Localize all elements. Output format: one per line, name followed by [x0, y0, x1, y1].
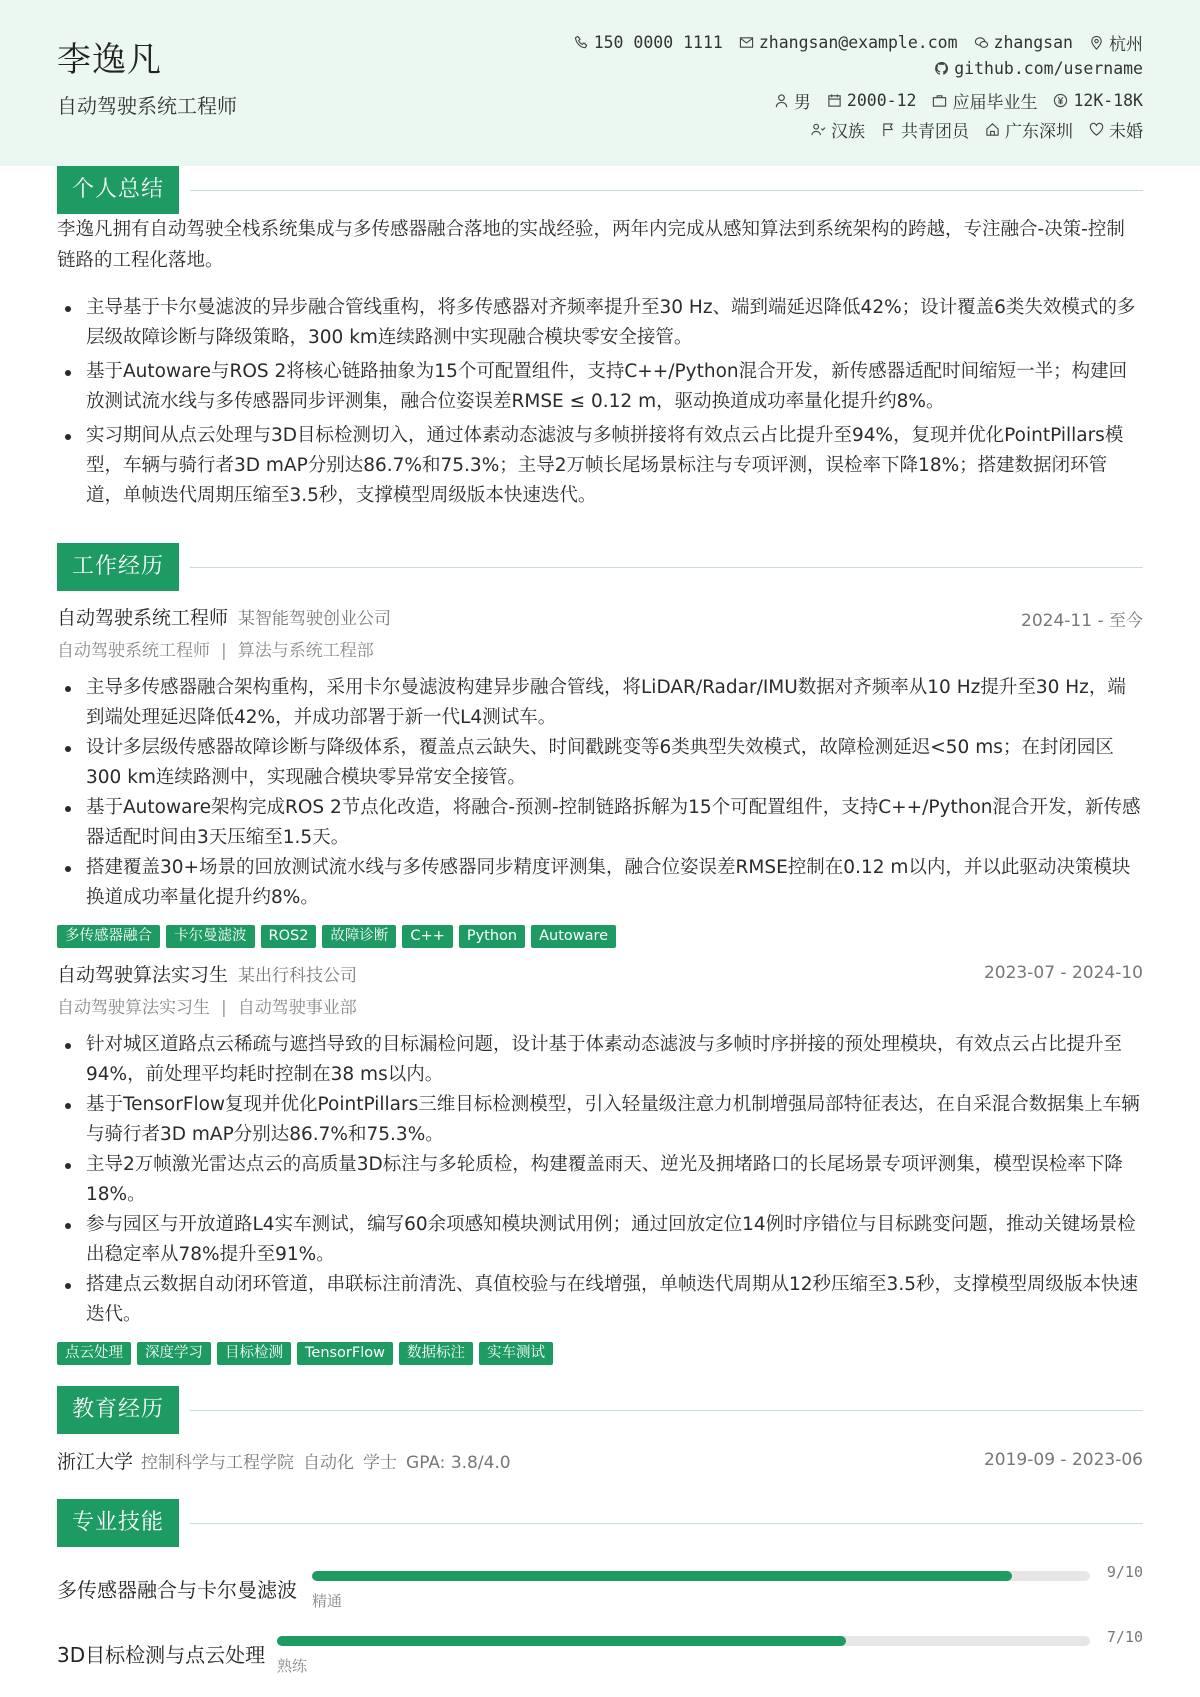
- skill-score: 7/10: [1106, 1628, 1143, 1646]
- skills-heading: 专业技能: [57, 1499, 179, 1547]
- location-icon: [1089, 35, 1104, 50]
- job-date: 2023-07 - 2024-10: [983, 963, 1143, 983]
- status-text: 应届毕业生: [952, 93, 1038, 113]
- phone-item[interactable]: [574, 33, 723, 52]
- status-item: [932, 88, 1037, 113]
- job-bullet: 搭建覆盖30+场景的回放测试流水线与多传感器同步精度评测集，融合位姿误差RMSE控制在0.12 m以内，并以此驱动决策模块换道成功率量化提升约8%。: [57, 853, 1143, 913]
- job-bullet: 参与园区与开放道路L4实车测试，编写60余项感知模块测试用例；通过回放定位14例时序错位与目标跳变问题，推动关键场景检出稳定率从78%提升至91%。: [57, 1210, 1143, 1270]
- section-divider: [190, 1410, 1143, 1411]
- degree-name: 学士: [363, 1453, 398, 1473]
- skill-item: [57, 1625, 1143, 1685]
- summary-section: [57, 166, 1143, 506]
- salary-item: [1053, 91, 1143, 110]
- job-title: 自动驾驶系统工程师: [57, 607, 229, 629]
- gender-item: [774, 88, 811, 113]
- job-company: 某智能驾驶创业公司: [238, 609, 392, 629]
- skill-tag: ROS2: [261, 925, 317, 948]
- college-name: 控制科学与工程学院: [141, 1453, 295, 1473]
- salary-text: 12K-18K: [1073, 91, 1143, 110]
- job-dept: 自动驾驶事业部: [237, 998, 357, 1018]
- summary-bullets: [57, 293, 1143, 511]
- summary-bullet: 实习期间从点云处理与3D目标检测切入，通过体素动态滤波与多帧拼接将有效点云占比提升至94%，复现并优化PointPillars模型，车辆与骑行者3D mAP分别达86.7%和75.3%；主导2万帧长尾场景标注与专项评测，误检率下降18%；搭建数据闭环管道，单帧迭代周期压缩至3.5秒，支撑模型周级版本快速迭代。: [57, 421, 1143, 511]
- job-bullet: 基于TensorFlow复现并优化PointPillars三维目标检测模型，引入轻量级注意力机制增强局部特征表达，在自采混合数据集上车辆与骑行者3D mAP分别达86.7%和75.3%。: [57, 1090, 1143, 1150]
- education-entry: [57, 1447, 1143, 1479]
- heart-icon: [1089, 122, 1104, 137]
- job-bullet: 设计多层级传感器故障诊断与降级体系，覆盖点云缺失、时间戳跳变等6类典型失效模式，故障检测延迟<50 ms；在封闭园区300 km连续路测中，实现融合模块零异常安全接管。: [57, 733, 1143, 793]
- job-entry: [57, 603, 1143, 913]
- city-item: [1089, 30, 1143, 55]
- gender-text: 男: [793, 93, 811, 113]
- skill-progress-bar: [312, 1571, 1090, 1581]
- job-tags: [57, 925, 1143, 951]
- job-subtitle: [57, 635, 1143, 667]
- politics-text: 共青团员: [901, 122, 969, 142]
- job-date: 2024-11 - 至今: [1021, 611, 1143, 631]
- skill-progress-fill: [312, 1571, 1012, 1581]
- work-heading-bar: [57, 543, 1143, 591]
- skill-name: 多传感器融合与卡尔曼滤波: [57, 1578, 297, 1602]
- separator: |: [221, 998, 227, 1018]
- work-section: [57, 543, 1143, 591]
- candidate-title: 自动驾驶系统工程师: [57, 94, 237, 118]
- skill-tag: 实车测试: [479, 1342, 553, 1365]
- summary-heading-bar: [57, 166, 1143, 214]
- birth-item: [827, 91, 917, 110]
- candidate-name: 李逸凡: [57, 40, 162, 80]
- mail-icon: [739, 35, 754, 50]
- skill-progress-fill: [277, 1636, 846, 1646]
- school-name: 浙江大学: [57, 1451, 134, 1473]
- birth-text: 2000-12: [846, 91, 917, 110]
- job-bullet: 搭建点云数据自动闭环管道，串联标注前清洗、真值校验与在线增强，单帧迭代周期从12秒压缩至3.5秒，支撑模型周级版本快速迭代。: [57, 1270, 1143, 1330]
- job-subtitle: [57, 992, 1143, 1024]
- job-header: [57, 960, 1143, 992]
- email-item[interactable]: [739, 33, 958, 52]
- users-icon: [811, 122, 826, 137]
- phone-icon: [574, 35, 589, 50]
- skill-tag: Python: [459, 925, 525, 948]
- contact-row-1: [574, 30, 1143, 55]
- skills-heading-bar: [57, 1499, 1143, 1547]
- hometown-item: [985, 117, 1073, 142]
- wechat-icon: [974, 35, 989, 50]
- github-item[interactable]: [934, 59, 1143, 78]
- job-tags: [57, 1342, 1143, 1368]
- job-header: [57, 603, 1143, 635]
- github-icon: [934, 61, 949, 76]
- summary-bullet: 基于Autoware与ROS 2将核心链路抽象为15个可配置组件，支持C++/Python混合开发，新传感器适配时间缩短一半；构建回放测试流水线与多传感器同步评测集，融合位姿误差RMSE ≤ 0.12 m，驱动换道成功率量化提升约8%。: [57, 357, 1143, 417]
- user-icon: [774, 93, 789, 108]
- phone-text: 150 0000 1111: [593, 33, 723, 52]
- gpa-value: GPA: 3.8/4.0: [406, 1453, 511, 1473]
- skill-level: 精通: [312, 1592, 343, 1610]
- email-text: zhangsan@example.com: [758, 33, 958, 52]
- job-title: 自动驾驶算法实习生: [57, 964, 229, 986]
- skill-tag: 深度学习: [137, 1342, 211, 1365]
- job-company: 某出行科技公司: [238, 966, 358, 986]
- job-bullets: [57, 1030, 1143, 1330]
- flag-icon: [881, 122, 896, 137]
- resume-header: [0, 0, 1200, 166]
- job-bullet: 主导多传感器融合架构重构，采用卡尔曼滤波构建异步融合管线，将LiDAR/Radar/IMU数据对齐频率从10 Hz提升至30 Hz，端到端处理延迟降低42%，并成功部署于新一代L4测试车。: [57, 673, 1143, 733]
- skill-tag: 故障诊断: [322, 925, 396, 948]
- city-text: 杭州: [1109, 35, 1143, 55]
- github-text: github.com/username: [954, 59, 1143, 78]
- job-role: 自动驾驶算法实习生: [57, 998, 210, 1018]
- skill-tag: 多传感器融合: [57, 925, 160, 948]
- marital-text: 未婚: [1109, 122, 1143, 142]
- job-dept: 算法与系统工程部: [237, 641, 374, 661]
- summary-intro: 李逸凡拥有自动驾驶全栈系统集成与多传感器融合落地的实战经验，两年内完成从感知算法到系统架构的跨越，专注融合-决策-控制链路的工程化落地。: [57, 219, 1125, 271]
- skill-tag: 目标检测: [217, 1342, 291, 1365]
- summary-heading: 个人总结: [57, 166, 179, 214]
- wechat-text: zhangsan: [993, 33, 1073, 52]
- skill-tag: TensorFlow: [297, 1342, 393, 1365]
- section-divider: [190, 1523, 1143, 1524]
- job-bullets: [57, 673, 1143, 913]
- skill-tag: Autoware: [531, 925, 616, 948]
- skill-tag: 卡尔曼滤波: [166, 925, 255, 948]
- education-section: [57, 1386, 1143, 1479]
- wechat-item[interactable]: [974, 33, 1073, 52]
- skill-level: 熟练: [277, 1657, 308, 1675]
- hometown-text: 广东深圳: [1005, 122, 1073, 142]
- separator: |: [221, 641, 227, 661]
- contact-row-3: [774, 88, 1143, 113]
- skill-tag: 数据标注: [399, 1342, 473, 1365]
- home-icon: [985, 122, 1000, 137]
- skill-progress-bar: [277, 1636, 1090, 1646]
- calendar-icon: [827, 93, 842, 108]
- skill-score: 9/10: [1106, 1563, 1143, 1581]
- education-heading-bar: [57, 1386, 1143, 1434]
- skill-item: [57, 1560, 1143, 1620]
- coin-icon: [1053, 93, 1068, 108]
- summary-bullet: 主导基于卡尔曼滤波的异步融合管线重构，将多传感器对齐频率提升至30 Hz、端到端延迟降低42%；设计覆盖6类失效模式的多层级故障诊断与降级策略，300 km连续路测中实现融合模块零安全接管。: [57, 293, 1143, 353]
- job-bullet: 针对城区道路点云稀疏与遮挡导致的目标漏检问题，设计基于体素动态滤波与多帧时序拼接的预处理模块，有效点云占比提升至94%，前处理平均耗时控制在38 ms以内。: [57, 1030, 1143, 1090]
- marital-item: [1089, 117, 1143, 142]
- briefcase-icon: [932, 93, 947, 108]
- education-date: 2019-09 - 2023-06: [983, 1450, 1143, 1470]
- education-heading: 教育经历: [57, 1386, 179, 1434]
- major-name: 自动化: [303, 1453, 355, 1473]
- politics-item: [881, 117, 969, 142]
- work-heading: 工作经历: [57, 543, 179, 591]
- section-divider: [190, 567, 1143, 568]
- job-bullet: 主导2万帧激光雷达点云的高质量3D标注与多轮质检，构建覆盖雨天、逆光及拥堵路口的长尾场景专项评测集，模型误检率下降18%。: [57, 1150, 1143, 1210]
- ethnicity-item: [811, 117, 865, 142]
- section-divider: [190, 190, 1143, 191]
- job-bullet: 基于Autoware架构完成ROS 2节点化改造，将融合-预测-控制链路拆解为15个可配置组件，支持C++/Python混合开发，新传感器适配时间由3天压缩至1.5天。: [57, 793, 1143, 853]
- job-role: 自动驾驶系统工程师: [57, 641, 210, 661]
- contact-row-2: [934, 59, 1143, 78]
- job-entry: [57, 960, 1143, 1330]
- skill-tag: C++: [402, 925, 452, 948]
- skills-section: [57, 1499, 1143, 1547]
- ethnicity-text: 汉族: [831, 122, 865, 142]
- skill-tag: 点云处理: [57, 1342, 131, 1365]
- skill-name: 3D目标检测与点云处理: [57, 1643, 266, 1667]
- contact-row-4: [811, 117, 1143, 142]
